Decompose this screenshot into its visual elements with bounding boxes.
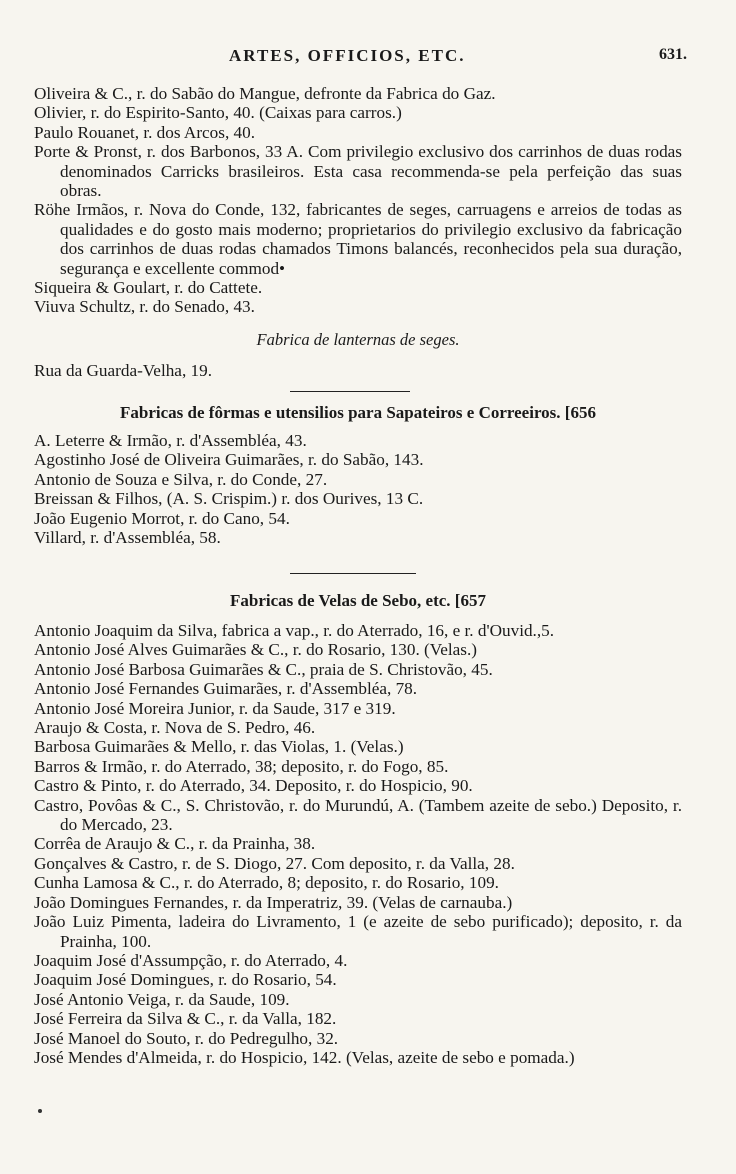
- section-carriage-makers: [34, 84, 682, 317]
- list-item: José Manoel do Souto, r. do Pedregulho, 32.: [34, 1028, 339, 1048]
- list-item: Viuva Schultz, r. do Senado, 43.: [34, 297, 255, 317]
- list-item: Antonio José Barbosa Guimarães & C., praia de S. Christovão, 45.: [34, 659, 493, 679]
- divider: [290, 573, 416, 574]
- section-shoemaker-tools: [34, 431, 682, 547]
- list-item: Porte & Pronst, r. dos Barbonos, 33 A. Com privilegio exclusivo dos carrinhos de duas rodas denominados Carricks brasileiros. Esta casa recommenda-se pela perfeição das suas obras.: [34, 142, 682, 201]
- section-heading-shoemaker-tools: Fabricas de fôrmas e utensilios para Sapateiros e Correeiros. [656: [120, 403, 596, 422]
- list-item: Barros & Irmão, r. do Aterrado, 38; deposito, r. do Fogo, 85.: [34, 756, 449, 776]
- page-number: 631.: [659, 46, 687, 63]
- list-item: Joaquim José d'Assumpção, r. do Aterrado, 4.: [34, 950, 348, 970]
- list-item: Corrêa de Araujo & C., r. da Prainha, 38.: [34, 834, 316, 854]
- running-title: ARTES, OFFICIOS, ETC.: [229, 46, 466, 65]
- list-item: Breissan & Filhos, (A. S. Crispim.) r. dos Ourives, 13 C.: [34, 489, 424, 509]
- list-item: Olivier, r. do Espirito-Santo, 40. (Caixas para carros.): [34, 103, 402, 123]
- list-item: Oliveira & C., r. do Sabão do Mangue, defronte da Fabrica do Gaz.: [34, 84, 496, 103]
- list-item: José Mendes d'Almeida, r. do Hospicio, 142. (Velas, azeite de sebo e pomada.): [34, 1047, 575, 1067]
- list-item: Antonio José Moreira Junior, r. da Saude, 317 e 319.: [34, 698, 396, 718]
- section-heading-lanterns: Fabrica de lanternas de seges.: [256, 330, 460, 349]
- list-item: Araujo & Costa, r. Nova de S. Pedro, 46.: [34, 718, 316, 738]
- list-item: Antonio de Souza e Silva, r. do Conde, 27.: [34, 469, 328, 489]
- list-item: Röhe Irmãos, r. Nova do Conde, 132, fabricantes de seges, carruagens e arreios de todas as qualidades e do gosto mais moderno; proprietarios do privilegio exclusivo da fabricação dos carrinhos de duas rodas chamados Timons balancés, reconhecidos pela sua duração, segurança e excellente commod•: [34, 200, 682, 278]
- list-item: Antonio José Alves Guimarães & C., r. do Rosario, 130. (Velas.): [34, 640, 478, 660]
- page-header: [34, 46, 687, 68]
- section-tallow-candles: [34, 621, 682, 1067]
- list-item: João Luiz Pimenta, ladeira do Livramento, 1 (e azeite de sebo purificado); deposito, r. da Prainha, 100.: [34, 912, 682, 951]
- ink-speck: [38, 1109, 42, 1113]
- list-item: Gonçalves & Castro, r. de S. Diogo, 27. Com deposito, r. da Valla, 28.: [34, 853, 515, 873]
- list-item: João Domingues Fernandes, r. da Imperatriz, 39. (Velas de carnauba.): [34, 892, 513, 912]
- list-item: A. Leterre & Irmão, r. d'Assembléa, 43.: [34, 431, 307, 450]
- list-item: Agostinho José de Oliveira Guimarães, r. do Sabão, 143.: [34, 450, 424, 470]
- list-item: Rua da Guarda-Velha, 19.: [34, 361, 213, 380]
- list-item: José Ferreira da Silva & C., r. da Valla, 182.: [34, 1009, 337, 1029]
- list-item: Siqueira & Goulart, r. do Cattete.: [34, 278, 263, 298]
- list-item: José Antonio Veiga, r. da Saude, 109.: [34, 989, 290, 1009]
- list-item: Antonio Joaquim da Silva, fabrica a vap., r. do Aterrado, 16, e r. d'Ouvid.,5.: [34, 621, 555, 640]
- section-heading-tallow-candles: Fabricas de Velas de Sebo, etc. [657: [230, 591, 486, 610]
- list-item: Castro & Pinto, r. do Aterrado, 34. Deposito, r. do Hospicio, 90.: [34, 776, 473, 796]
- list-item: Castro, Povôas & C., S. Christovão, r. do Murundú, A. (Tambem azeite de sebo.) Deposito, r. do Mercado, 23.: [34, 795, 682, 835]
- list-item: Barbosa Guimarães & Mello, r. das Violas, 1. (Velas.): [34, 737, 404, 757]
- divider: [290, 391, 410, 392]
- list-item: Villard, r. d'Assembléa, 58.: [34, 528, 221, 548]
- list-item: Joaquim José Domingues, r. do Rosario, 54.: [34, 970, 337, 990]
- list-item: Paulo Rouanet, r. dos Arcos, 40.: [34, 122, 256, 142]
- list-item: Cunha Lamosa & C., r. do Aterrado, 8; deposito, r. do Rosario, 109.: [34, 873, 499, 893]
- list-item: João Eugenio Morrot, r. do Cano, 54.: [34, 508, 290, 528]
- list-item: Antonio José Fernandes Guimarães, r. d'Assembléa, 78.: [34, 679, 418, 699]
